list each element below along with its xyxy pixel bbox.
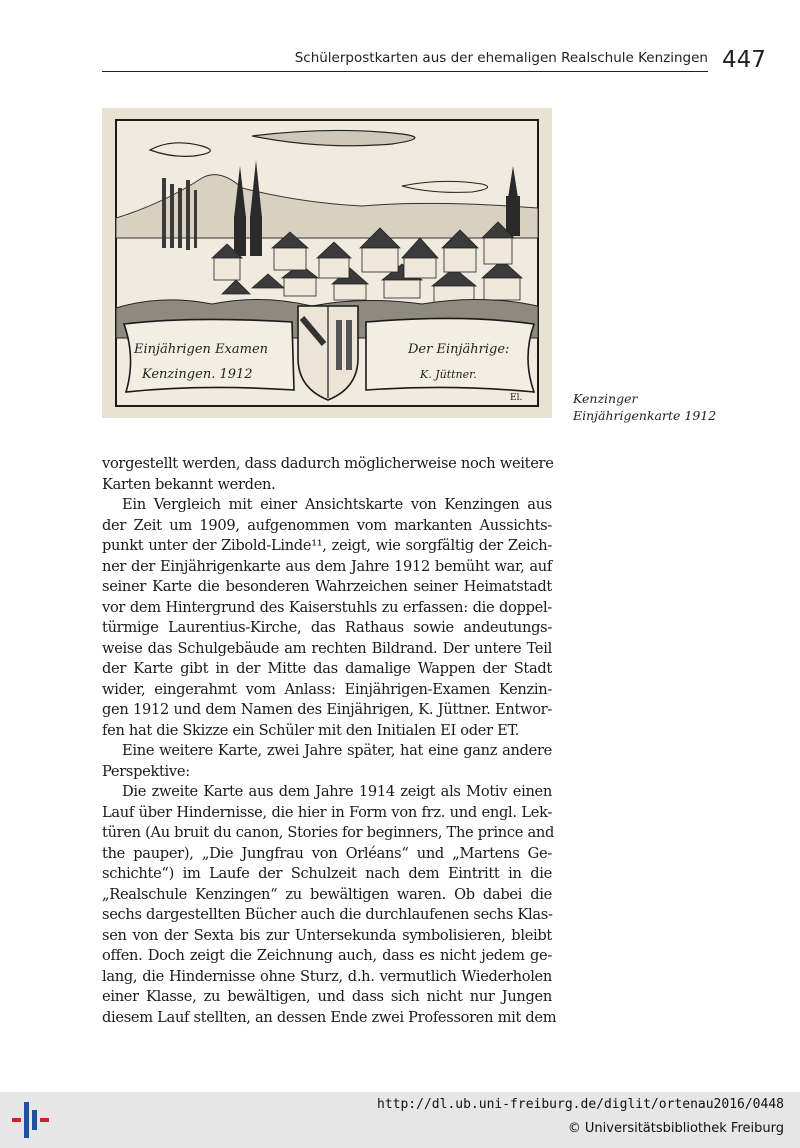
banner-left-line1: Einjährigen Examen [134,342,269,357]
body-text [102,454,557,1028]
caption-line-2: Einjährigenkarte 1912 [573,408,717,423]
banner-left-line2: Kenzingen. 1912 [142,367,253,382]
copyright-symbol: © [567,1121,581,1136]
text-line: seiner Karte die besonderen Wahrzeichen seiner Heimatstadt [102,578,552,595]
text-line: Karten bekannt werden. [102,475,276,493]
figure-caption [573,390,753,424]
footer-bar [0,1092,800,1148]
banner-right-line1: Der Einjährige: [408,342,510,357]
footer-copyright [568,1121,784,1136]
text-line: Lauf über Hindernisse, die hier in Form von frz. und engl. Lek- [102,803,552,821]
text-line: fen hat die Skizze ein Schüler mit den Initialen EI oder ET. [102,721,520,739]
text-line: weise das Schulgebäude am rechten Bildrand. Der untere Teil [102,639,552,657]
text-line: der Karte gibt in der Mitte das damalige Wappen der Stadt [102,660,552,677]
text-line: der Zeit um 1909, aufgenommen vom markanten Aussichts- [102,516,552,534]
banner-right-line2: K. Jüttner. [420,368,477,381]
caption-line-1: Kenzinger [573,391,638,406]
text-line: diesem Lauf stellten, an dessen Ende zwei Professoren mit dem [102,1008,557,1026]
text-line: sechs dargestellten Bücher auch die durchlaufenen sechs Klas- [102,906,553,923]
text-line: Perspektive: [102,762,190,780]
text-line: wider, eingerahmt vom Anlass: Einjährigen-Examen Kenzin- [102,680,552,698]
text-line: sen von der Sexta bis zur Untersekunda symbolisieren, bleibt [102,926,552,944]
artist-signature: El. [510,393,523,403]
text-line: schichte“) im Laufe der Schulzeit nach dem Eintritt in die [102,865,552,882]
text-line: the pauper), „Die Jungfrau von Orléans“ und „Martens Ge- [102,844,552,862]
text-line: türmige Laurentius-Kirche, das Rathaus sowie andeutungs- [102,619,552,636]
text-line: vor dem Hintergrund des Kaiserstuhls zu erfassen: die doppel- [102,598,552,616]
text-line: lang, die Hindernisse ohne Sturz, d.h. vermutlich Wiederholen [102,967,552,985]
header-rule [102,71,708,72]
ub-freiburg-logo-icon[interactable] [10,1100,50,1140]
postcard-figure [102,108,552,418]
text-line: Die zweite Karte aus dem Jahre 1914 zeigt als Motiv einen [122,783,552,800]
postcard-drawing [102,108,552,418]
page-number: 447 [722,47,766,73]
text-line: gen 1912 und dem Namen des Einjährigen, K. Jüttner. Entwor- [102,701,552,718]
running-title: Schülerpostkarten aus der ehemaligen Realschule Kenzingen [294,50,708,66]
copyright-holder: Universitätsbibliothek Freiburg [584,1121,784,1136]
text-line: „Realschule Kenzingen“ zu bewältigen waren. Ob dabei die [102,885,552,903]
text-line: Ein Vergleich mit einer Ansichtskarte von Kenzingen aus [122,496,552,513]
text-line: türen (Au bruit du canon, Stories for beginners, The prince and [102,824,554,841]
text-line: vorgestellt werden, dass dadurch möglicherweise noch weitere [102,455,554,472]
text-line: offen. Doch zeigt die Zeichnung auch, dass es nicht jedem ge- [102,947,552,964]
text-line: punkt unter der Zibold-Linde¹¹, zeigt, wie sorgfältig der Zeich- [102,537,552,554]
footer-url-link[interactable]: http://dl.ub.uni-freiburg.de/diglit/ortenau2016/0448 [377,1097,784,1112]
text-line: ner der Einjährigenkarte aus dem Jahre 1912 bemüht war, auf [102,557,552,575]
text-line: Eine weitere Karte, zwei Jahre später, hat eine ganz andere [122,742,552,759]
text-line: einer Klasse, zu bewältigen, und dass sich nicht nur Jungen [102,988,552,1005]
